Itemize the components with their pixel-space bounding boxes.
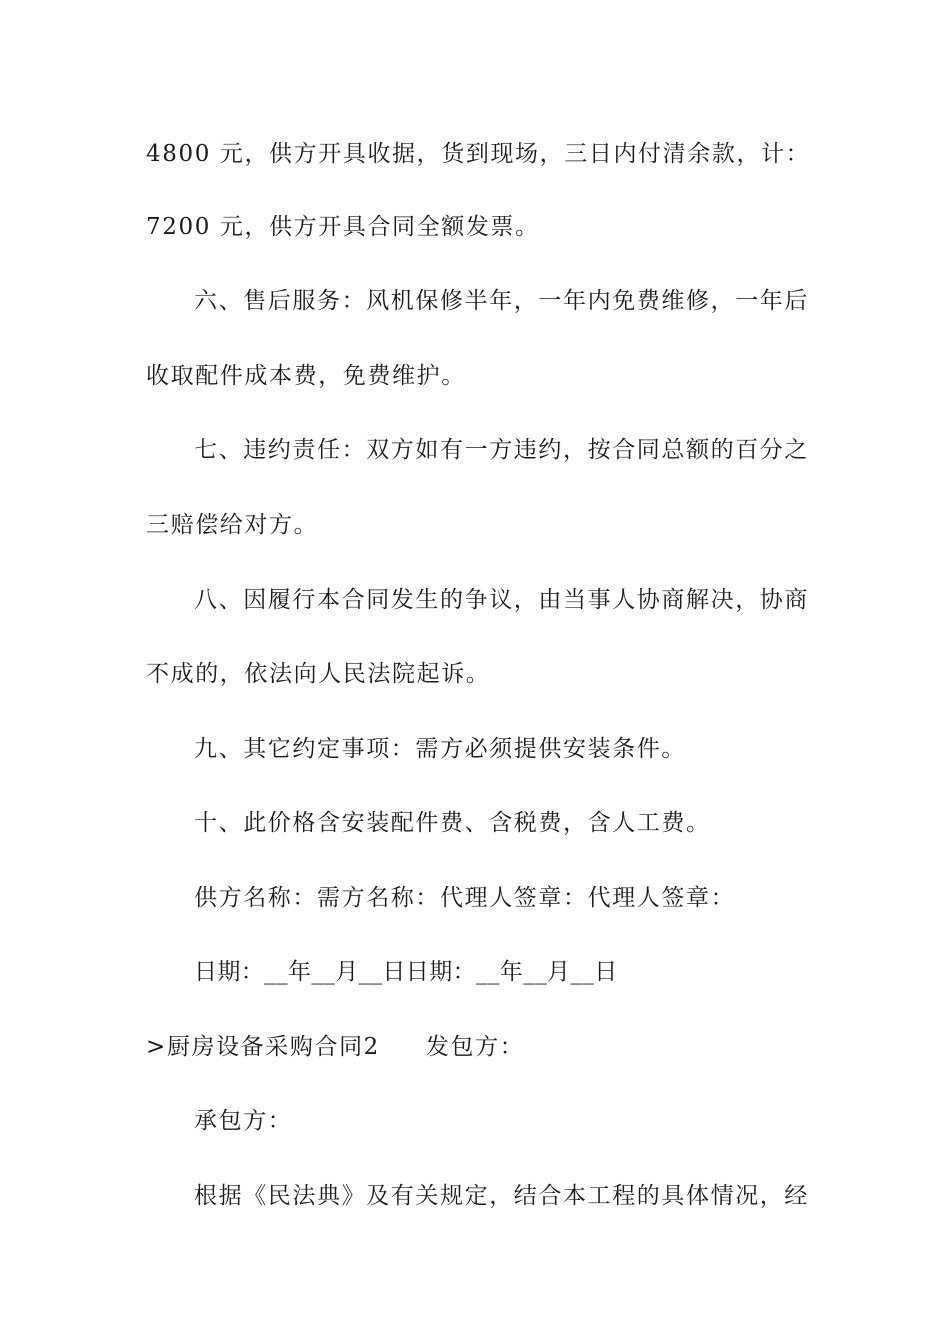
paragraph-line: 7200 元，供方开具合同全额发票。 [146, 214, 540, 240]
contractor-label: 承包方： [194, 1108, 293, 1134]
clause-10-heading: 十、此价格含安装配件费、含税费，含人工费。 [194, 810, 711, 836]
date-fields: 日期：__年__月__日日期：__年__月__日 [194, 959, 618, 985]
paragraph-line: 根据《民法典》及有关规定，结合本工程的具体情况，经 [194, 1183, 809, 1209]
paragraph-line: 不成的，依法向人民法院起诉。 [146, 661, 491, 687]
contract-title-row [146, 1032, 524, 1062]
contract-title: >厨房设备采购合同2 [146, 1034, 380, 1060]
clause-9-heading: 九、其它约定事项：需方必须提供安装条件。 [194, 736, 686, 762]
clause-7-heading: 七、违约责任：双方如有一方违约，按合同总额的百分之 [194, 437, 809, 463]
employer-label: 发包方： [425, 1034, 525, 1060]
paragraph-line: 收取配件成本费，免费维护。 [146, 363, 466, 389]
paragraph-line: 三赔偿给对方。 [146, 512, 319, 538]
signature-labels: 供方名称：需方名称：代理人签章：代理人签章： [194, 885, 736, 911]
clause-6-heading: 六、售后服务：风机保修半年，一年内免费维修，一年后 [194, 288, 809, 314]
paragraph-line: 4800 元，供方开具收据，货到现场，三日内付清余款，计： [146, 141, 811, 167]
clause-8-heading: 八、因履行本合同发生的争议，由当事人协商解决，协商 [194, 587, 809, 613]
